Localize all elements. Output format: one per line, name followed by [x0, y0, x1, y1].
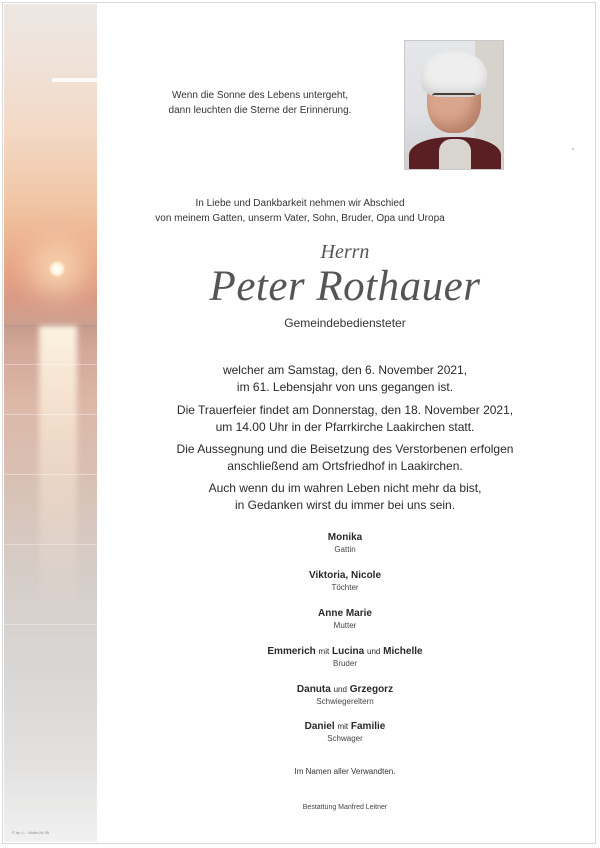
- paragraph-line: Die Aussegnung und die Beisetzung des Verstorbenen erfolgen: [176, 442, 514, 456]
- scan-speck: [572, 148, 574, 150]
- mourner-names: [245, 683, 445, 696]
- mourner-relation: Gattin: [334, 545, 356, 554]
- mourner-name: Lucina: [331, 646, 365, 657]
- farewell-intro: [110, 196, 490, 226]
- paragraph-line: Die Trauerfeier findet am Donnerstag, den 18. November 2021,: [176, 403, 514, 417]
- mourner-name: Familie: [350, 721, 386, 732]
- mourner-name: Danuta: [296, 684, 331, 695]
- light-streak: [52, 78, 97, 82]
- memorial-quote: [120, 88, 400, 118]
- mourner-name: Michelle: [383, 646, 423, 657]
- water-ripple: [4, 624, 97, 625]
- intro-line: In Liebe und Dankbarkeit nehmen wir Abschied: [195, 198, 405, 209]
- mourner-relation: Schwager: [327, 734, 363, 743]
- mourner-name: Daniel: [304, 721, 335, 732]
- intro-line: von meinem Gatten, unserm Vater, Sohn, Bruder, Opa und Uropa: [155, 213, 445, 224]
- mourner-conjunction: mit: [318, 647, 330, 656]
- mourner-relation: Bruder: [332, 659, 357, 668]
- mourner-names: [245, 720, 445, 733]
- sun-reflection: [39, 326, 77, 626]
- closing-line: Im Namen aller Verwandten.: [294, 767, 396, 776]
- quote-line: dann leuchten die Sterne der Erinnerung.: [168, 105, 352, 116]
- remembrance-paragraph: [140, 480, 550, 514]
- photo-hair: [421, 51, 487, 97]
- mourner-names: Monika: [327, 532, 363, 543]
- funeral-service-paragraph: [140, 402, 550, 436]
- water-ripple: [4, 474, 97, 475]
- mourner-relation: Schwiegereltern: [316, 697, 374, 706]
- paragraph-line: in Gedanken wirst du immer bei uns sein.: [234, 498, 456, 512]
- mourner-names: Viktoria, Nicole: [308, 570, 382, 581]
- water-ripple: [4, 414, 97, 415]
- mourner-name: Emmerich: [267, 646, 316, 657]
- paragraph-line: anschließend am Ortsfriedhof in Laakirchen.: [227, 459, 463, 473]
- mourner-entry: [245, 531, 445, 555]
- honorific: Herrn: [320, 241, 370, 263]
- paragraph-line: um 14.00 Uhr in der Pfarrkirche Laakirchen statt.: [215, 420, 475, 434]
- mourner-conjunction: und: [333, 685, 347, 694]
- sunset-image: [4, 4, 97, 842]
- water-ripple: [4, 364, 97, 365]
- photo-undershirt: [439, 139, 471, 169]
- mourner-relation: Töchter: [331, 583, 359, 592]
- portrait-photo: [405, 41, 503, 169]
- mourner-entry: [245, 607, 445, 631]
- photo-glasses: [432, 93, 476, 103]
- water-ripple: [4, 544, 97, 545]
- paragraph-line: im 61. Lebensjahr von uns gegangen ist.: [236, 380, 454, 394]
- mourner-relation: Mutter: [333, 621, 357, 630]
- quote-line: Wenn die Sonne des Lebens untergeht,: [171, 90, 349, 101]
- death-notice-paragraph: [140, 362, 550, 396]
- mourner-entry: [245, 683, 445, 707]
- deceased-occupation: Gemeindebediensteter: [284, 316, 406, 330]
- mourner-names: Anne Marie: [318, 608, 372, 619]
- mourner-conjunction: mit: [337, 722, 349, 731]
- mourner-entry: [245, 645, 445, 669]
- mourner-name: Grzegorz: [349, 684, 394, 695]
- mourner-names: [245, 645, 445, 658]
- funeral-home: Bestattung Manfred Leitner: [302, 804, 388, 811]
- deceased-name: Peter Rothauer: [209, 263, 481, 310]
- sun: [48, 260, 66, 278]
- mourner-entry: [245, 569, 445, 593]
- paragraph-line: Auch wenn du im wahren Leben nicht mehr da bist,: [208, 481, 482, 495]
- mourner-conjunction: und: [367, 647, 381, 656]
- mourner-entry: [245, 720, 445, 744]
- image-credit: © bp L. - Motiv-Nr.95: [12, 830, 49, 835]
- burial-paragraph: [140, 441, 550, 475]
- paragraph-line: welcher am Samstag, den 6. November 2021,: [222, 363, 468, 377]
